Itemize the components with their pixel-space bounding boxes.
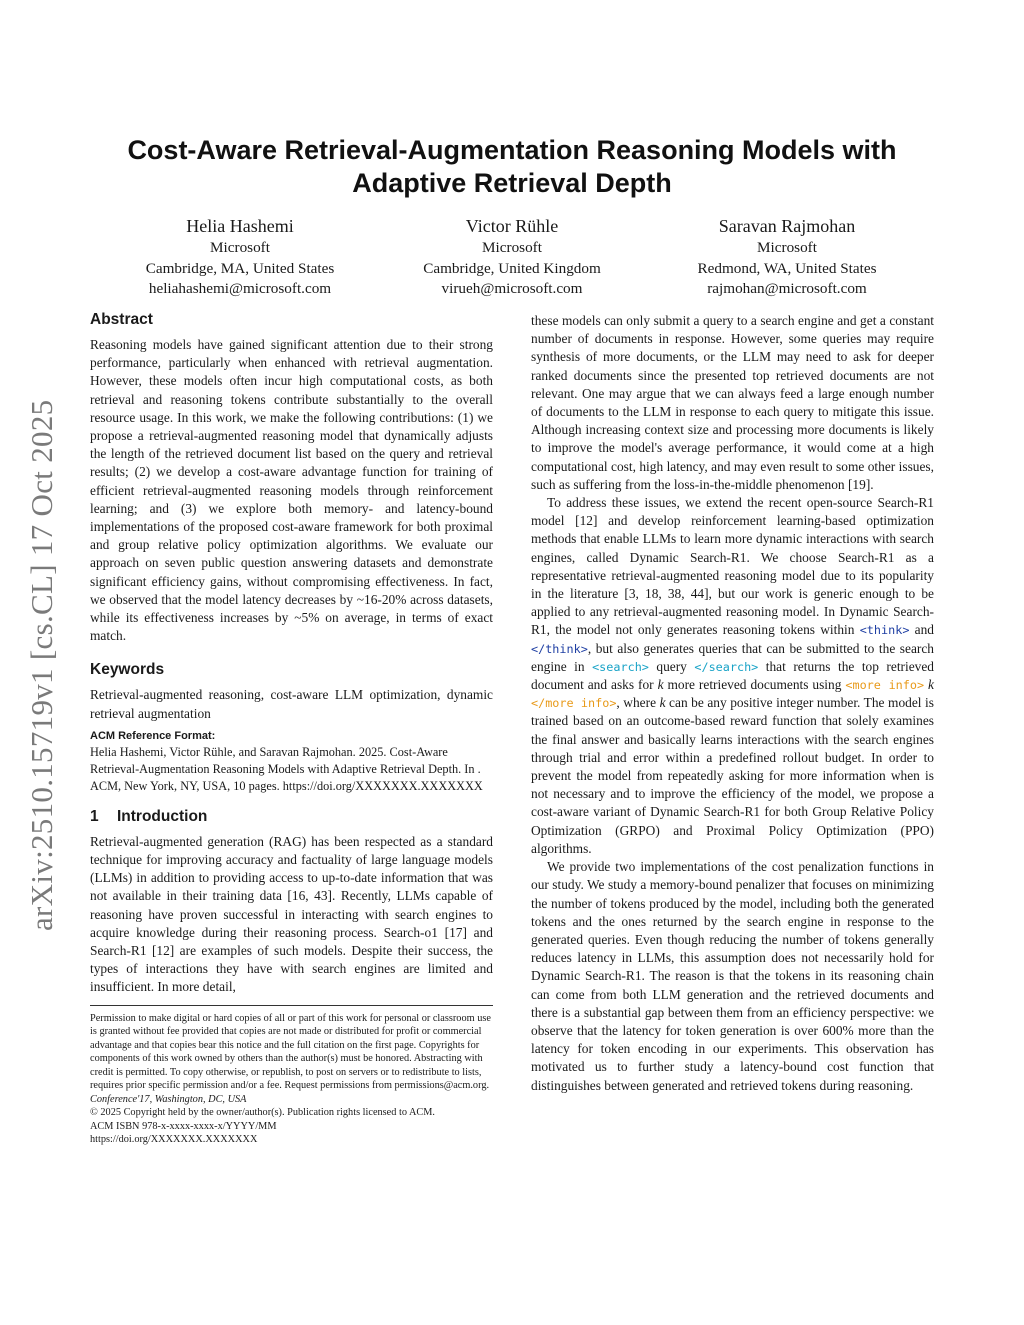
section-number: 1: [90, 807, 99, 825]
author-name: Helia Hashemi: [186, 216, 294, 236]
footnote-conference: Conference'17, Washington, DC, USA: [90, 1093, 247, 1105]
author-email: virueh@microsoft.com: [441, 280, 583, 297]
author-email: heliahashemi@microsoft.com: [148, 280, 332, 297]
author-2: [362, 214, 662, 300]
acm-reference-text: Helia Hashemi, Victor Rühle, and Saravan Rajmohan. 2025. Cost-Aware Retrieval-Augmentation Reasoning Models with Adaptive Retrieval Depth. In . ACM, New York, NY, USA, 10 pages. https://doi.org/XXXXXXX.XXXXXXX: [90, 744, 483, 793]
k-variable: k: [928, 677, 934, 693]
text-run: , where: [616, 695, 660, 711]
keywords-text: Retrieval-augmented reasoning, cost-aware LLM optimization, dynamic retrieval augmentation: [90, 687, 493, 721]
k-variable: k: [659, 695, 666, 711]
text-run: more retrieved documents using: [663, 677, 846, 693]
author-3: [637, 214, 937, 300]
more-info-open-tag: <more info>: [845, 678, 925, 693]
introduction-paragraph: Retrieval-augmented generation (RAG) has been respected as a standard technique for improving accuracy and factuality of large language models (LLMs) in addition to providing access to up-to-date information that was not available in their training data [16, 43]. Recently, LLMs capable of reasoning have proven successful in interacting with search engines to acquire knowledge during their reasoning process. Search-o1 [17] and Search-R1 [12] are examples of such models. Despite their success, the types of interactions they have with search engines are limited and insufficient. In more detail,: [90, 833, 493, 995]
paper-title: Cost-Aware Retrieval-Augmentation Reasoning Models with Adaptive Retrieval Depth: [127, 135, 897, 198]
body-paragraph-2: [531, 494, 934, 858]
arxiv-stamp: arXiv:2510.15719v1 [cs.CL] 17 Oct 2025: [24, 399, 59, 931]
text-run: To address these issues, we extend the recent open-source Search-R1 model [12] and develop reinforcement learning-based optimization methods that enable LLMs to learn more dynamic interactions with search engines, called Dynamic Search-R1. We choose Search-R1 as a representative retrieval-augmented reasoning model due to its popularity in the literature [3, 18, 38, 44], but our work is generic enough to be applied to any retrieval-augmented reasoning model. In Dynamic Search-R1, the model not only generates reasoning tokens within: [531, 495, 934, 638]
author-location: Cambridge, MA, United States: [145, 259, 335, 277]
author-affiliation: Microsoft: [210, 239, 270, 256]
think-open-tag: <think>: [859, 623, 910, 638]
author-location: Redmond, WA, United States: [697, 259, 877, 277]
abstract-text: Reasoning models have gained significant attention due to their strong performance, particularly when enhanced with retrieval augmentation. However, these models often incur high computational costs, as both retrieval and reasoning tokens contribute substantially to the overall resource usage. In this work, we make the following contributions: (1) we propose a retrieval-augmented reasoning model that dynamically adjusts the length of the retrieved document list based on the query and retrieval results; (2) we develop a cost-aware advantage function for training of efficient retrieval-augmented reasoning models through reinforcement learning; and (3) we explore both memory- and latency-bound implementations of the proposed cost-aware framework for both proximal and group relative policy optimization algorithms. We evaluate our approach on seven public question answering datasets and demonstrate significant efficiency gains, without compromising effectiveness. In fact, we observed that the model latency decreases by ~16-20% across datasets, while its effectiveness increases by ~5% on average, in terms of exact match.: [90, 337, 493, 644]
text-run: can be any positive integer number. The model is trained based on an outcome-based reward function that solely examines the final answer and basically learns interactions with the search engines through trial and error within a predefined rollout budget. In order to prevent the model from repeatedly asking for more information when is not necessary and to improve the efficiency of the model, we propose a cost-aware variant of Dynamic Search-R1 for both Group Relative Policy Optimization (GRPO) and Proximal Policy Optimization (PPO) algorithms.: [531, 695, 934, 856]
author-1: [90, 214, 390, 300]
author-name: Saravan Rajmohan: [718, 216, 856, 236]
text-run: , but also generates queries that can be submitted to the search engine in: [531, 640, 934, 674]
body-paragraph-3: We provide two implementations of the cost penalization functions in our study. We study a memory-bound penalizer that focuses on minimizing the number of tokens produced by the model, including both the generated tokens and the ones returned by the search engine in response to the generated queries. Even though reducing the number of tokens generally reduces latency in LLMs, this assumption does not necessarily hold for Dynamic Search-R1. The reason is that the tokens in its reasoning chain can come from both LLM generation and the retrieved documents and there is a substantial gap between them from an efficiency perspective: we observe that the latency for token generation is over 600% more than the latency for token encoding in our experiments. This observation has motivated us to further study a latency-bound cost function that distinguishes between generated and retrieved tokens during reasoning.: [531, 859, 934, 1093]
footnote-doi: https://doi.org/XXXXXXX.XXXXXXX: [90, 1134, 258, 1146]
author-email: rajmohan@microsoft.com: [707, 280, 867, 297]
more-info-close-tag: </more info>: [531, 696, 617, 711]
k-variable: k: [657, 677, 664, 693]
author-name: Victor Rühle: [465, 216, 559, 236]
footnote-block: [90, 1012, 493, 1147]
author-affiliation: Microsoft: [757, 239, 817, 256]
footnote-permission: Permission to make digital or hard copies of all or part of this work for personal or classroom use is granted without fee provided that copies are not made or distributed for profit or commercial advantage and that copies bear this notice and the full citation on the first page. Copyrights for components of this work owned by others than the author(s) must be honored. Abstracting with credit is permitted. To copy otherwise, or republish, to post on servers or to redistribute to lists, requires prior specific permission and/or a fee. Request permissions from permissions@acm.org.: [90, 1012, 491, 1092]
author-block: [90, 214, 934, 304]
think-close-tag: </think>: [531, 641, 588, 656]
footnote-copyright: © 2025 Copyright held by the owner/author(s). Publication rights licensed to ACM.: [90, 1107, 436, 1119]
abstract-heading: Abstract: [90, 311, 153, 328]
right-column: [531, 312, 934, 1095]
section-title: Introduction: [117, 807, 208, 825]
footnote-divider: [90, 1005, 493, 1006]
author-affiliation: Microsoft: [482, 239, 542, 256]
keywords-heading: Keywords: [90, 661, 165, 679]
search-open-tag: <search>: [592, 659, 649, 674]
text-run: and: [909, 622, 934, 638]
footnote-isbn: ACM ISBN 978-x-xxxx-xxxx-x/YYYY/MM: [90, 1120, 277, 1132]
introduction-heading: [90, 807, 493, 827]
author-location: Cambridge, United Kingdom: [423, 259, 601, 277]
text-run: query: [648, 658, 695, 674]
search-close-tag: </search>: [694, 659, 759, 674]
left-column: [90, 310, 493, 1147]
acm-reference-heading: ACM Reference Format:: [90, 729, 216, 742]
text-run: that returns the top retrieved document and asks for: [531, 658, 934, 693]
body-paragraph-1: these models can only submit a query to a search engine and get a constant number of documents in response. However, some queries may require synthesis of more documents, or the LLM may need to ask for deeper ranked documents since the presented top retrieved documents are not relevant. One may argue that we can always feed a large enough number of documents to the LLM in response to each query to mitigate this issue. Although increasing context size and processing more documents is likely to improve the model's average performance, it would come at a high computational cost, high latency, and may even result to some other issues, such as suffering from the loss-in-the-middle phenomenon [19].: [531, 313, 934, 492]
